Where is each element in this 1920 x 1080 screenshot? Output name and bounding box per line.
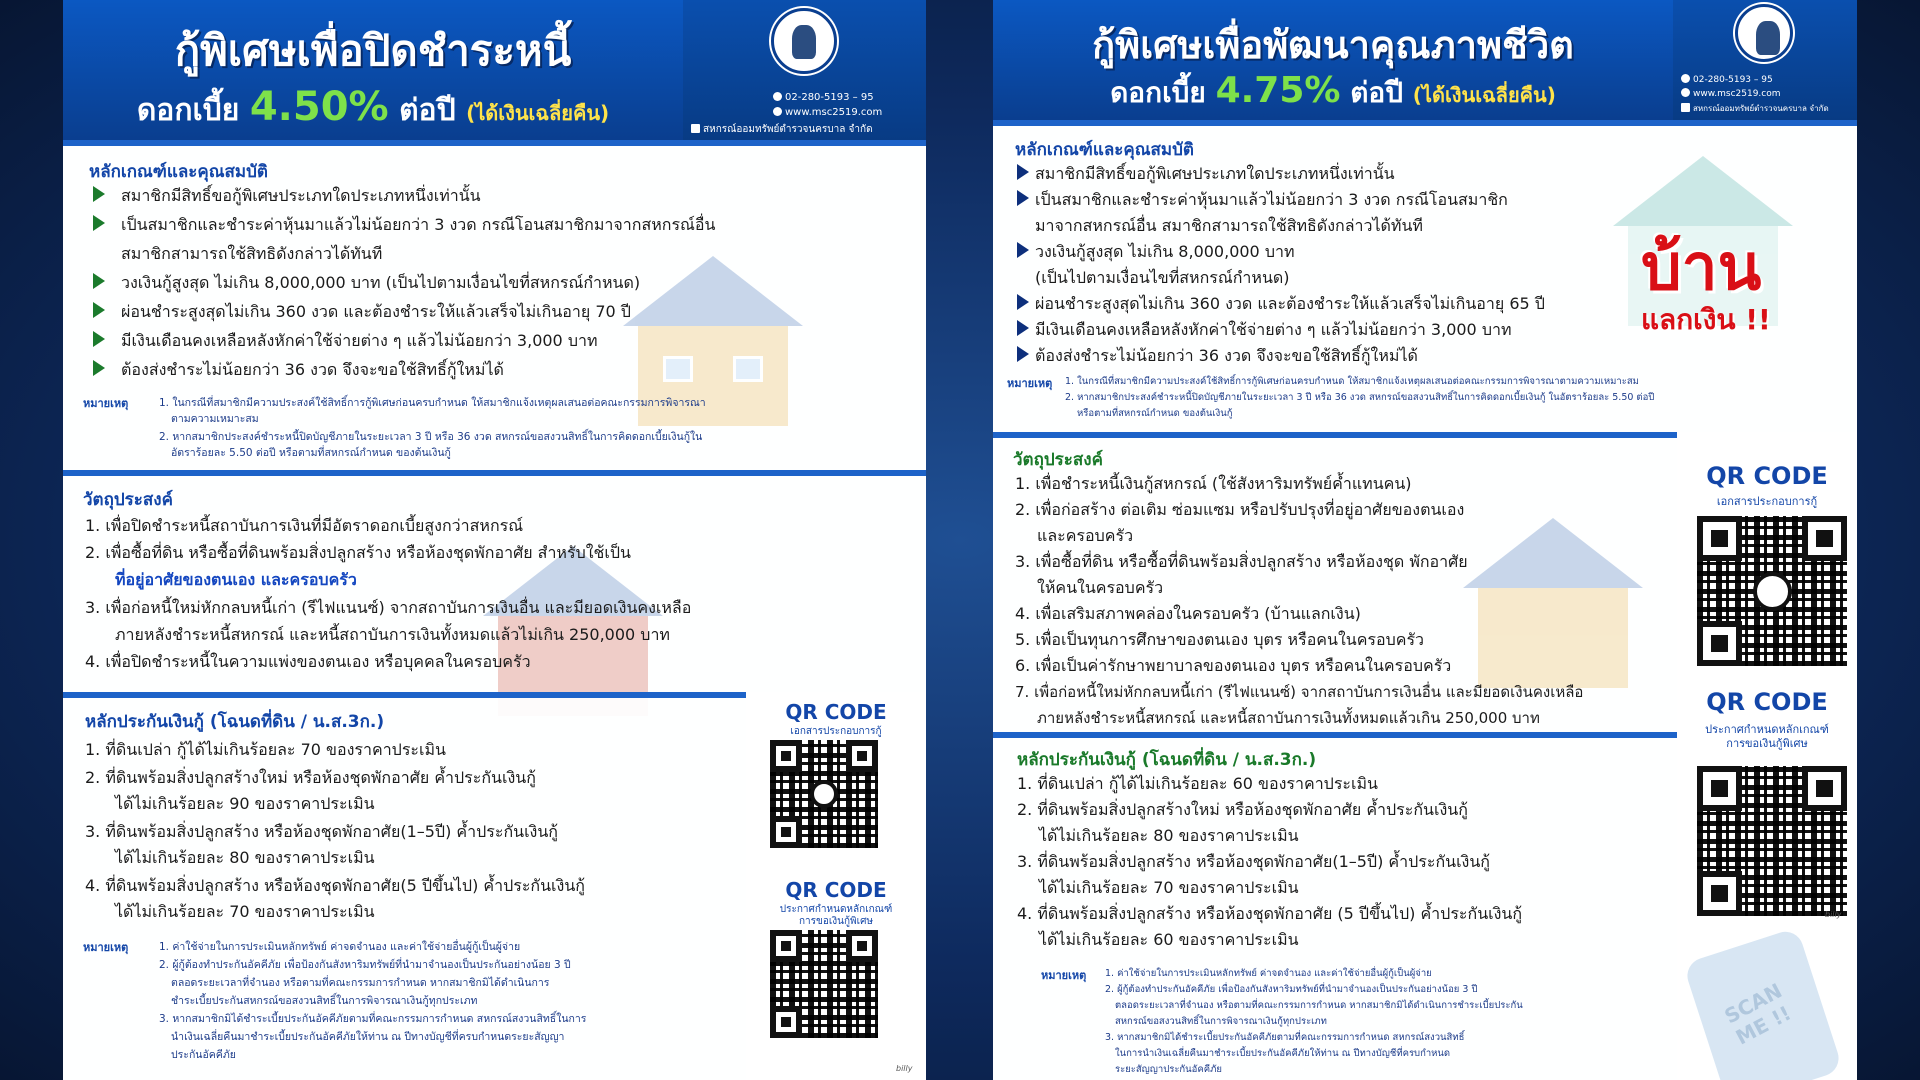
purpose-item: 4. เพื่อเสริมสภาพคล่องในครอบครัว (บ้านแลกเงิน) (1015, 604, 1361, 623)
collateral-item: 2. ที่ดินพร้อมสิ่งปลูกสร้างใหม่ หรือห้องชุดพักอาศัย ค้ำประกันเงินกู้ (1017, 800, 1468, 819)
purpose-item: 7. เพื่อก่อหนี้ใหม่หักกลบหนี้เก่า (รีไฟแนนซ์) จากสถาบันการเงินอื่น และมียอดเงินคงเหลือ (1015, 683, 1584, 701)
rate-prefix: ดอกเบี้ย (1110, 76, 1206, 109)
purpose-item: 6. เพื่อเป็นค่ารักษาพยาบาลของตนเอง บุตร หรือคนในครอบครัว (1015, 656, 1452, 675)
note-line: อัตราร้อยละ 5.50 ต่อปี หรือตามที่สหกรณ์กำหนด ของต้นเงินกู้ (171, 447, 451, 459)
note-label: หมายเหตุ (1041, 969, 1087, 982)
purpose-item: 3. เพื่อซื้อที่ดิน หรือซื้อที่ดินพร้อมสิ่งปลูกสร้าง หรือห้องชุด พักอาศัย (1015, 552, 1468, 571)
criteria-item: เป็นสมาชิกและชำระค่าหุ้นมาแล้วไม่น้อยกว่า 3 งวด กรณีโอนสมาชิก (1035, 190, 1508, 209)
bullet-arrow-icon (93, 186, 105, 202)
purpose-item: 5. เพื่อเป็นทุนการศึกษาของตนเอง บุตร หรือคนในครอบครัว (1015, 630, 1425, 649)
note-line: 2. หากสมาชิกประสงค์ชำระหนี้ปิดบัญชีภายในระยะเวลา 3 ปี หรือ 36 งวด สหกรณ์ขอสงวนสิทธิ์ในการคิดดอกเบี้ยเงินกู้ ในอัตราร้อยละ 5.50 ต่อปี (1065, 392, 1655, 403)
header-title-block (993, 0, 1673, 120)
page-title: กู้พิเศษเพื่อปิดชำระหนี้ (174, 26, 572, 75)
promo-subtitle: แลกเงิน !! (1641, 303, 1771, 336)
collateral-item: 4. ที่ดินพร้อมสิ่งปลูกสร้าง หรือห้องชุดพักอาศัย(5 ปีขึ้นไป) ค้ำประกันเงินกู้ (85, 876, 585, 895)
designer-signature: billy (896, 1064, 913, 1073)
contact-website[interactable]: www.msc2519.com (1681, 88, 1781, 99)
note-line: 3. หากสมาชิกมิได้ชำระเบี้ยประกันอัคคีภัยตามที่คณะกรรมการกำหนด สหกรณ์สงวนสิทธิ์ในการ (159, 1013, 587, 1025)
qr-subtitle: เอกสารประกอบการกู้ (790, 726, 882, 737)
collateral-title: หลักประกันเงินกู้ (โฉนดที่ดิน / น.ส.3ก.) (85, 712, 385, 732)
collateral-item: 1. ที่ดินเปล่า กู้ได้ไม่เกินร้อยละ 70 ของราคาประเมิน (85, 740, 446, 759)
note-line: ในการนำเงินเฉลี่ยคืนมาชำระเบี้ยประกันอัคคีภัยให้ท่าน ณ ปีทางบัญชีที่ครบกำหนด (1115, 1048, 1451, 1059)
qr-subtitle: ประกาศกำหนดหลักเกณฑ์ (1705, 723, 1829, 736)
note-line: ประกันอัคคีภัย (171, 1049, 236, 1061)
qr-code-loan-documents[interactable] (1697, 516, 1847, 666)
purpose-item-cont: และครอบครัว (1037, 526, 1134, 545)
note-line: 1. ในกรณีที่สมาชิกมีความประสงค์ใช้สิทธิ์การกู้พิเศษก่อนครบกำหนด ให้สมาชิกแจ้งเหตุผลเสนอต่อคณะกรรมการพิจารณาตามความเหมาะสม (1065, 376, 1639, 387)
purpose-card (63, 470, 926, 692)
rate-line (63, 84, 683, 134)
criteria-item-repayment: ผ่อนชำระสูงสุดไม่เกิน 360 งวด และต้องชำระให้แล้วเสร็จไม่เกินอายุ 70 ปี (121, 302, 631, 321)
purpose-item: 4. เพื่อปิดชำระหนี้ในความแพ่งของตนเอง หรือบุคคลในครอบครัว (85, 652, 531, 671)
note-line: หรือตามที่สหกรณ์กำหนด ของต้นเงินกู้ (1077, 408, 1233, 419)
collateral-title: หลักประกันเงินกู้ (โฉนดที่ดิน / น.ส.3ก.) (1017, 750, 1317, 770)
qr-subtitle: การขอเงินกู้พิเศษ (798, 916, 874, 927)
qr-title: QR CODE (785, 878, 887, 902)
contact-phone: 02-280-5193 – 95 (773, 92, 874, 103)
phone-icon (1681, 74, 1690, 83)
criteria-item: มีเงินเดือนคงเหลือหลังหักค่าใช้จ่ายต่าง ๆ แล้วไม่น้อยกว่า 3,000 บาท (121, 331, 598, 350)
house-illustration (1463, 518, 1643, 688)
qr-subtitle: การขอเงินกู้พิเศษ (1726, 737, 1808, 750)
bullet-arrow-icon (93, 331, 105, 347)
note-label: หมายเหตุ (1007, 377, 1053, 390)
globe-icon (1681, 88, 1690, 97)
criteria-item: สมาชิกมีสิทธิ์ขอกู้พิเศษประเภทใดประเภทหนึ่งเท่านั้น (1035, 164, 1395, 183)
purpose-item: 1. เพื่อชำระหนี้เงินกู้สหกรณ์ (ใช้สังหาริมทรัพย์ค้ำแทนคน) (1015, 474, 1412, 493)
bullet-arrow-icon (1017, 242, 1029, 258)
promo-title: บ้าน (1641, 231, 1762, 305)
note-label: หมายเหตุ (83, 941, 129, 954)
note-line: 3. หากสมาชิกมิได้ชำระเบี้ยประกันอัคคีภัยตามที่คณะกรรมการกำหนด สหกรณ์สงวนสิทธิ์ (1105, 1032, 1465, 1043)
collateral-item: 3. ที่ดินพร้อมสิ่งปลูกสร้าง หรือห้องชุดพักอาศัย(1–5ปี) ค้ำประกันเงินกู้ (85, 822, 558, 841)
bullet-arrow-icon (1017, 294, 1029, 310)
globe-icon (773, 107, 782, 116)
criteria-title: หลักเกณฑ์และคุณสมบัติ (89, 162, 268, 182)
collateral-item: 2. ที่ดินพร้อมสิ่งปลูกสร้างใหม่ หรือห้องชุดพักอาศัย ค้ำประกันเงินกู้ (85, 768, 536, 787)
contact-website[interactable]: www.msc2519.com (773, 107, 882, 118)
purpose-item: 1. เพื่อปิดชำระหนี้สถาบันการเงินที่มีอัตราดอกเบี้ยสูงกว่าสหกรณ์ (85, 516, 524, 535)
purpose-card (993, 432, 1677, 732)
criteria-item-loan-limit: วงเงินกู้สูงสุด ไม่เกิน 8,000,000 บาท (1035, 242, 1295, 261)
bullet-arrow-icon (1017, 346, 1029, 362)
purpose-title: วัตถุประสงค์ (1013, 450, 1103, 470)
rate-note: (ได้เงินเฉลี่ยคืน) (466, 101, 610, 125)
collateral-card (993, 732, 1677, 1080)
contact-facebook[interactable]: สหกรณ์ออมทรัพย์ตำรวจนครบาล จำกัด (691, 122, 873, 137)
coop-seal-logo (1735, 4, 1793, 62)
qr-code-loan-regulations[interactable] (1697, 766, 1847, 916)
collateral-item-cont: ได้ไม่เกินร้อยละ 80 ของราคาประเมิน (1039, 826, 1299, 845)
criteria-item: ต้องส่งชำระไม่น้อยกว่า 36 งวด จึงจะขอใช้สิทธิ์กู้ใหม่ได้ (1035, 346, 1418, 365)
note-line: นำเงินเฉลี่ยคืนมาชำระเบี้ยประกันอัคคีภัยให้ท่าน ณ ปีทางบัญชีที่ครบกำหนดระยะสัญญา (171, 1031, 565, 1043)
collateral-item-cont: ได้ไม่เกินร้อยละ 70 ของราคาประเมิน (115, 902, 375, 921)
collateral-item-cont: ได้ไม่เกินร้อยละ 60 ของราคาประเมิน (1039, 930, 1299, 949)
purpose-item-cont: ที่อยู่อาศัยของตนเอง และครอบครัว (115, 570, 357, 589)
bullet-arrow-icon (93, 215, 105, 231)
note-line: ชำระเบี้ยประกันสหกรณ์ขอสงวนสิทธิ์ในการพิจารณาเงินกู้ทุกประเภท (171, 995, 478, 1007)
criteria-title: หลักเกณฑ์และคุณสมบัติ (1015, 140, 1194, 160)
bullet-arrow-icon (93, 302, 105, 318)
qr-panel (1677, 432, 1857, 1080)
criteria-item-cont: มาจากสหกรณ์อื่น สมาชิกสามารถใช้สิทธิดังกล่าวได้ทันที (1035, 216, 1423, 235)
rate-prefix: ดอกเบี้ย (136, 93, 240, 128)
scan-me-text: SCAN ME !! (1720, 978, 1795, 1050)
bullet-arrow-icon (1017, 190, 1029, 206)
collateral-item: 4. ที่ดินพร้อมสิ่งปลูกสร้าง หรือห้องชุดพักอาศัย (5 ปีขึ้นไป) ค้ำประกันเงินกู้ (1017, 904, 1523, 923)
note-line: ตลอดระยะเวลาที่จำนอง หรือตามที่คณะกรรมการกำหนด หากสมาชิกมิได้ดำเนินการชำระเบี้ยประกัน (1115, 1000, 1523, 1011)
purpose-item: 2. เพื่อซื้อที่ดิน หรือซื้อที่ดินพร้อมสิ่งปลูกสร้าง หรือห้องชุดพักอาศัย สำหรับใช้เป็น (85, 543, 631, 562)
criteria-item-loan-limit: วงเงินกู้สูงสุด ไม่เกิน 8,000,000 บาท (เป็นไปตามเงื่อนไขที่สหกรณ์กำหนด) (121, 273, 641, 292)
rate-value: 4.50% (249, 84, 389, 130)
collateral-item-cont: ได้ไม่เกินร้อยละ 70 ของราคาประเมิน (1039, 878, 1299, 897)
purpose-item-cont: ภายหลังชำระหนี้สหกรณ์ และหนี้สถาบันการเงินทั้งหมดแล้วเกิน 250,000 บาท (1037, 709, 1540, 727)
criteria-item: เป็นสมาชิกและชำระค่าหุ้นมาแล้วไม่น้อยกว่า 3 งวด กรณีโอนสมาชิกมาจากสหกรณ์อื่น (121, 215, 716, 234)
purpose-item-cont: ภายหลังชำระหนี้สหกรณ์ และหนี้สถาบันการเงินทั้งหมดแล้วไม่เกิน 250,000 บาท (115, 625, 670, 644)
note-line: 2. ผู้กู้ต้องทำประกันอัคคีภัย เพื่อป้องกันสังหาริมทรัพย์ที่นำมาจำนองเป็นประกันอย่างน้อย 3 ปี (159, 959, 571, 971)
criteria-item-repayment: ผ่อนชำระสูงสุดไม่เกิน 360 งวด และต้องชำระให้แล้วเสร็จไม่เกินอายุ 65 ปี (1035, 294, 1545, 313)
criteria-card (63, 140, 926, 470)
criteria-item: สมาชิกมีสิทธิ์ขอกู้พิเศษประเภทใดประเภทหนึ่งเท่านั้น (121, 186, 481, 205)
rate-line (993, 70, 1673, 115)
contact-phone: 02-280-5193 – 95 (1681, 74, 1773, 85)
facebook-icon (691, 124, 700, 133)
note-line: ระยะสัญญาประกันอัคคีภัย (1115, 1064, 1222, 1075)
contact-panel (683, 0, 926, 140)
collateral-item: 1. ที่ดินเปล่า กู้ได้ไม่เกินร้อยละ 60 ของราคาประเมิน (1017, 774, 1378, 793)
criteria-item: มีเงินเดือนคงเหลือหลังหักค่าใช้จ่ายต่าง ๆ แล้วไม่น้อยกว่า 3,000 บาท (1035, 320, 1512, 339)
note-line: 2. หากสมาชิกประสงค์ชำระหนี้ปิดบัญชีภายในระยะเวลา 3 ปี หรือ 36 งวด สหกรณ์ขอสงวนสิทธิ์ในการคิดดอกเบี้ยเงินกู้ใน (159, 431, 703, 443)
qr-title: QR CODE (1706, 462, 1828, 490)
note-line: 1. ในกรณีที่สมาชิกมีความประสงค์ใช้สิทธิ์การกู้พิเศษก่อนครบกำหนด ให้สมาชิกแจ้งเหตุผลเสนอต่อคณะกรรมการพิจารณา (159, 397, 706, 409)
phone-icon (773, 92, 782, 101)
contact-panel (1673, 0, 1857, 120)
bullet-arrow-icon (93, 360, 105, 376)
page-title: กู้พิเศษเพื่อพัฒนาคุณภาพชีวิต (1092, 23, 1574, 67)
qr-subtitle: เอกสารประกอบการกู้ (1716, 495, 1818, 508)
rate-suffix: ต่อปี (399, 93, 456, 128)
qr-subtitle: ประกาศกำหนดหลักเกณฑ์ (779, 904, 893, 915)
collateral-item-cont: ได้ไม่เกินร้อยละ 80 ของราคาประเมิน (115, 848, 375, 867)
designer-signature: billy (1825, 910, 1842, 919)
purpose-item: 3. เพื่อก่อหนี้ใหม่หักกลบหนี้เก่า (รีไฟแนนซ์) จากสถาบันการเงินอื่น และมียอดเงินคงเหลือ (85, 598, 692, 617)
header-title-block (63, 0, 683, 140)
note-label: หมายเหตุ (83, 397, 129, 410)
collateral-item: 3. ที่ดินพร้อมสิ่งปลูกสร้าง หรือห้องชุดพักอาศัย(1–5ปี) ค้ำประกันเงินกู้ (1017, 852, 1490, 871)
poster-quality-of-life (993, 0, 1857, 1080)
qr-code-loan-regulations[interactable] (770, 930, 878, 1038)
criteria-item-cont: สมาชิกสามารถใช้สิทธิดังกล่าวได้ทันที (121, 244, 383, 263)
qr-code-loan-documents[interactable] (770, 740, 878, 848)
qr-title: QR CODE (785, 700, 887, 724)
note-line: 2. ผู้กู้ต้องทำประกันอัคคีภัย เพื่อป้องกันสังหาริมทรัพย์ที่นำมาจำนองเป็นประกันอย่างน้อย 3 ปี (1105, 984, 1478, 995)
bullet-arrow-icon (93, 273, 105, 289)
purpose-item-cont: ให้คนในครอบครัว (1037, 578, 1164, 597)
criteria-item: ต้องส่งชำระไม่น้อยกว่า 36 งวด จึงจะขอใช้สิทธิ์กู้ใหม่ได้ (121, 360, 504, 379)
rate-note: (ได้เงินเฉลี่ยคืน) (1412, 83, 1556, 107)
facebook-icon (1681, 103, 1690, 112)
bullet-arrow-icon (1017, 164, 1029, 180)
note-line: ตามความเหมาะสม (171, 413, 259, 425)
note-line: สหกรณ์ขอสงวนสิทธิ์ในการพิจารณาเงินกู้ทุกประเภท (1115, 1016, 1327, 1027)
contact-facebook[interactable]: สหกรณ์ออมทรัพย์ตำรวจนครบาล จำกัด (1681, 102, 1829, 115)
purpose-title: วัตถุประสงค์ (83, 490, 173, 510)
poster-debt-payoff (63, 0, 926, 1080)
criteria-card (993, 120, 1857, 432)
note-line: 1. ค่าใช้จ่ายในการประเมินหลักทรัพย์ ค่าจดจำนอง และค่าใช้จ่ายอื่นผู้กู้เป็นผู้จ่าย (159, 941, 521, 953)
qr-title: QR CODE (1706, 688, 1828, 716)
coop-seal-logo (771, 8, 837, 74)
rate-suffix: ต่อปี (1350, 76, 1404, 109)
collateral-card (63, 692, 746, 1080)
purpose-item: 2. เพื่อก่อสร้าง ต่อเติม ซ่อมแซม หรือปรับปรุงที่อยู่อาศัยของตนเอง (1015, 500, 1465, 519)
rate-value: 4.75% (1215, 70, 1341, 111)
qr-panel (746, 692, 926, 1080)
note-line: 1. ค่าใช้จ่ายในการประเมินหลักทรัพย์ ค่าจดจำนอง และค่าใช้จ่ายอื่นผู้กู้เป็นผู้จ่าย (1105, 968, 1432, 979)
collateral-item-cont: ได้ไม่เกินร้อยละ 90 ของราคาประเมิน (115, 794, 375, 813)
criteria-item-cont: (เป็นไปตามเงื่อนไขที่สหกรณ์กำหนด) (1035, 268, 1290, 287)
scan-me-phone-illustration (1683, 927, 1843, 1080)
bullet-arrow-icon (1017, 320, 1029, 336)
note-line: ตลอดระยะเวลาที่จำนอง หรือตามที่คณะกรรมการกำหนด หากสมาชิกมิได้ดำเนินการ (171, 977, 550, 989)
